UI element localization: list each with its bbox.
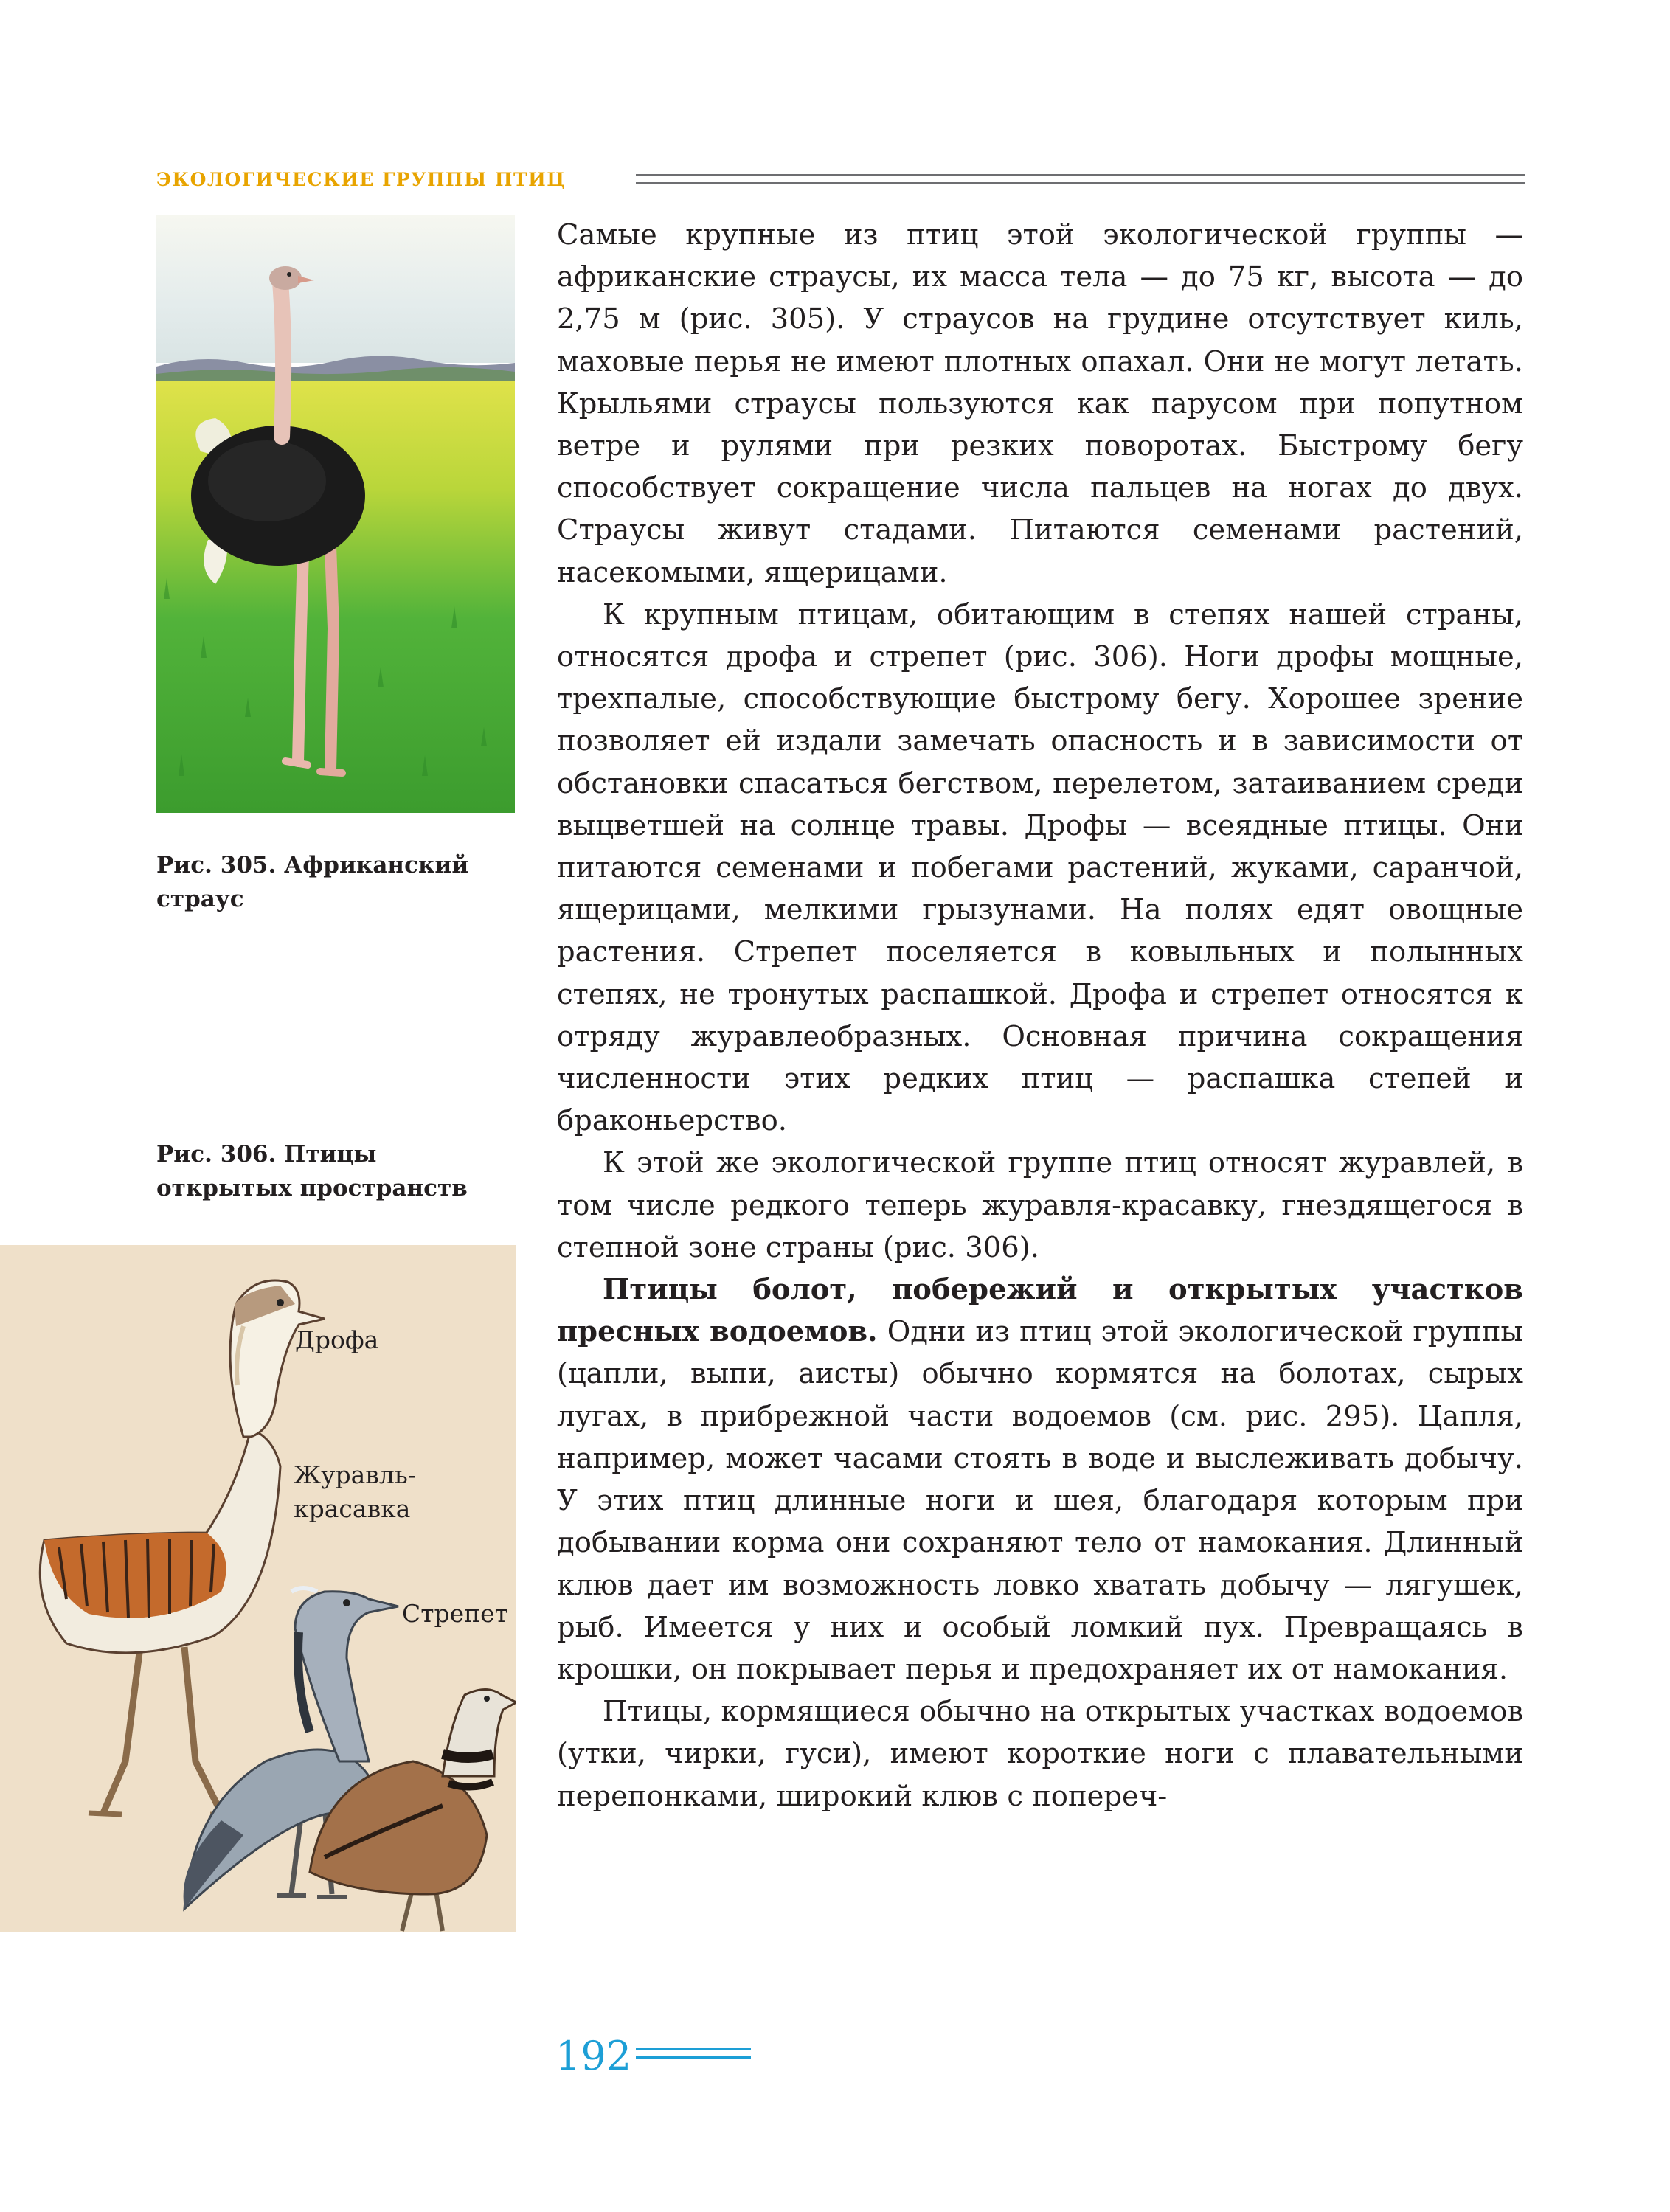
page-number-rule-bottom [636, 2056, 751, 2059]
figure-305-ostrich-photo [156, 215, 515, 813]
paragraph-4-text: Одни из птиц этой экологической группы (цапли, выпи, аисты) обычно кормятся на болотах, сырых лугах, в прибрежной части водоемов (см. рис. 295). Цапля, например, может часами стоять в воде и выслеживать добычу. У этих птиц длинные ноги и шея, благодаря которым при добывании корма они сохраняют тело от намокания. Длинный клюв дает им возможность ловко хватать добычу — лягушек, рыб. Имеется у них и особый ломкий пух. Превращаясь в крошки, он покрывает перья и предохраняет их от намокания. [557, 1315, 1523, 1686]
label-zhuravl-line2: красавка [294, 1494, 411, 1523]
paragraph-2: К крупным птицам, обитающим в степях нашей страны, относятся дрофа и стрепет (рис. 306). Ноги дрофы мощные, трехпалые, способствующие быстрому бегу. Хорошее зрение позволяет ей издали замечать опасность и в зависимости от обстановки спасаться бегством, перелетом, затаиванием среди выцветшей на солнце травы. Дрофы — всеядные птицы. Они питаются семенами и побегами растений, жуками, саранчой, ящерицами, мелкими грызунами. На полях едят овощные растения. Стрепет поселяется в ковыльных и полынных степях, не тронутых распашкой. Дрофа и стрепет относятся к отряду журавлеобразных. Основная причина сокращения численности этих редких птиц — распашка степей и браконьерство. [557, 597, 1523, 1138]
section-heading-wetland-birds: Птицы болот, побережий и открытых участков пресных водоемов. [557, 1273, 1523, 1349]
paragraph-5: Птицы, кормящиеся обычно на открытых участках водоемов (утки, чирки, гуси), имеют короткие ноги с плавательными перепонками, широкий клюв с попереч- [557, 1695, 1523, 1813]
page-number-rule-top [636, 2048, 751, 2050]
figure-306-caption: Рис. 306. Птицы открытых пространств [156, 1141, 468, 1202]
label-drofa: Дрофа [295, 1325, 379, 1354]
paragraph-3: К этой же экологической группе птиц относят журавлей, в том числе редкого теперь журавля-красавку, гнездящегося в степной зоне страны (рис. 306). [557, 1146, 1523, 1264]
page-number: 192 [555, 2033, 632, 2079]
figure-305-caption: Рис. 305. Африканский страус [156, 852, 469, 912]
figure-306-birds-illustration [0, 1245, 516, 1932]
running-header: ЭКОЛОГИЧЕСКИЕ ГРУППЫ ПТИЦ [156, 169, 566, 190]
paragraph-1: Самые крупные из птиц этой экологической группы — африканские страусы, их масса тела — до 75 кг, высота — до 2,75 м (рис. 305). У страусов на грудине отсутствует киль, маховые перья не имеют плотных опахал. Они не могут летать. Крыльями страусы пользуются как парусом при попутном ветре и рулями при резких поворотах. Быстрому бегу способствует сокращение числа пальцев на ногах до двух. Страусы живут стадами. Питаются семенами растений, насекомыми, ящерицами. [557, 218, 1523, 589]
header-rule-bottom [636, 182, 1525, 184]
label-zhuravl-line1: Журавль- [294, 1460, 416, 1489]
header-rule-top [636, 174, 1525, 176]
label-strepet: Стрепет [402, 1599, 508, 1628]
paragraph-4 [557, 1269, 1523, 1691]
main-text [557, 214, 1523, 1817]
